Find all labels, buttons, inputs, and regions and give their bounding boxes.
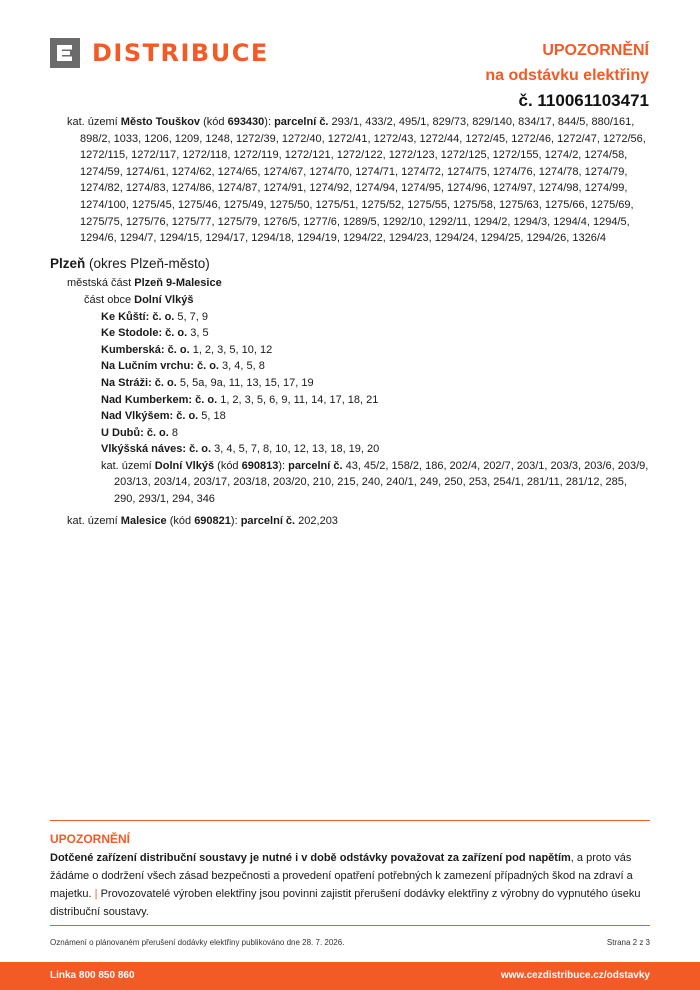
municipality-part: [84, 292, 650, 309]
street-row: [101, 309, 650, 326]
cadastral-code: 690821: [194, 514, 231, 527]
city-part-name: Plzeň 9-Malesice: [134, 277, 222, 290]
street-name: U Dubů:: [101, 426, 144, 439]
publication-note: Oznámení o plánovaném přerušení dodávky elektřiny publikováno dne 28. 7. 2026.: [50, 938, 345, 947]
cadastral-prefix: kat. území: [101, 459, 155, 472]
street-name: Kumberská:: [101, 343, 165, 356]
parcel-list: 43, 45/2, 158/2, 186, 202/4, 202/7, 203/1, 203/3, 203/6, 203/9, 203/13, 203/14, 203/17, 203/18, 203/20, 210, 215, 240, 240/1, 249, 250, 253, 254/1, 281/11, 281/12, 285, 290, 293/1, 294, 346: [114, 459, 649, 506]
cadastral-prefix: kat. území: [67, 116, 121, 128]
street-co-label: č. o.: [186, 443, 212, 456]
cadastral-prefix: kat. území: [67, 514, 121, 527]
code-close: ):: [264, 116, 275, 128]
street-row: [101, 342, 650, 359]
cadastral-touskov: [67, 114, 650, 247]
warning-section: [50, 820, 650, 921]
street-row: [101, 425, 650, 442]
city-heading: [50, 256, 650, 273]
street-name: Na Lučním vrchu:: [101, 360, 194, 373]
parcel-list: 202,203: [295, 514, 338, 527]
notice-subtitle: na odstávku elektřiny: [485, 67, 649, 84]
hotline-text: Linka 800 850 860: [50, 970, 135, 981]
page-number: Strana 2 z 3: [606, 938, 650, 947]
street-numbers: 3, 4, 5, 7, 8, 10, 12, 13, 18, 19, 20: [211, 443, 380, 456]
municipality-part-name: Dolní Vlkýš: [134, 293, 194, 306]
street-co-label: č. o.: [192, 393, 218, 406]
warning-title: UPOZORNĚNÍ: [50, 832, 131, 846]
street-co-label: č. o.: [151, 376, 177, 389]
street-co-label: č. o.: [143, 426, 169, 439]
street-row: [101, 358, 650, 375]
street-co-label: č. o.: [173, 410, 199, 423]
street-row: [101, 441, 650, 458]
notice-title: UPOZORNĚNÍ: [542, 42, 649, 59]
company-logo: [50, 38, 269, 68]
cadastral-name: Malesice: [120, 514, 167, 527]
cadastral-name: Město Touškov: [120, 116, 201, 128]
cadastral-code: 690813: [241, 459, 279, 472]
parcel-list: 293/1, 433/2, 495/1, 829/73, 829/140, 834/17, 844/5, 880/161, 898/2, 1033, 1206, 1209, 1248, 1272/39, 1272/40, 1272/41, 1272/43, 1272/44, 1272/45, 1272/46, 1272/47, 1272/56, 1272/115, 1272/117, 1272/118, 1272/119, 1272/121, 1272/122, 1272/123, 1272/125, 1272/155, 1274/2, 1274/58, 1274/59, 1274/61, 1274/62, 1274/65, 1274/67, 1274/70, 1274/71, 1274/72, 1274/75, 1274/76, 1274/78, 1274/79, 1274/82, 1274/83, 1274/86, 1274/87, 1274/91, 1274/92, 1274/94, 1274/95, 1274/96, 1274/97, 1274/98, 1274/99, 1274/100, 1275/45, 1275/46, 1275/49, 1275/50, 1275/51, 1275/52, 1275/55, 1275/58, 1275/63, 1275/66, 1275/69, 1275/75, 1275/76, 1275/77, 1275/79, 1276/5, 1277/6, 1289/5, 1292/10, 1292/11, 1294/2, 1294/3, 1294/4, 1294/5, 1294/6, 1294/7, 1294/15, 1294/17, 1294/18, 1294/19, 1294/22, 1294/23, 1294/24, 1294/25, 1294/26, 1326/4: [80, 116, 646, 245]
outage-area-list: [50, 114, 650, 529]
city-name: Plzeň: [50, 255, 86, 271]
website-link[interactable]: www.cezdistribuce.cz/odstavky: [500, 970, 650, 981]
street-numbers: 3, 5: [187, 327, 209, 340]
street-numbers: 8: [168, 426, 179, 439]
street-row: [101, 325, 650, 342]
street-numbers: 1, 2, 3, 5, 6, 9, 11, 14, 17, 18, 21: [217, 393, 379, 406]
warning-divider: [50, 925, 650, 926]
warning-separator: |: [91, 888, 101, 900]
parcel-label: parcelní č.: [274, 116, 329, 128]
street-co-label: č. o.: [149, 310, 175, 323]
code-open: (kód: [200, 116, 228, 128]
street-numbers: 5, 5a, 9a, 11, 13, 15, 17, 19: [176, 376, 314, 389]
notice-number: č. 110061103471: [518, 91, 649, 110]
municipality-part-label: část obce: [84, 293, 135, 306]
city-part-label: městská část: [67, 277, 135, 290]
warning-text: [50, 849, 650, 921]
street-row: [101, 408, 650, 425]
city-part: [67, 275, 650, 292]
code-open: (kód: [166, 514, 195, 527]
street-co-label: č. o.: [164, 343, 190, 356]
logo-text: DISTRIBUCE: [92, 39, 269, 67]
cadastral-name: Dolní Vlkýš: [154, 459, 215, 472]
footer-bar: [0, 962, 700, 990]
street-numbers: 5, 18: [198, 410, 226, 423]
cez-logo-icon: [50, 38, 80, 68]
street-name: Nad Kumberkem:: [101, 393, 193, 406]
parcel-label: parcelní č.: [240, 514, 296, 527]
cadastral-dolni-vlkys: [101, 458, 650, 508]
warning-bold-text: Dotčené zařízení distribuční soustavy je nutné i v době odstávky považovat za zařízení pod napětím: [50, 852, 571, 864]
cadastral-code: 693430: [227, 116, 265, 128]
parcel-label: parcelní č.: [288, 459, 343, 472]
code-close: ):: [230, 514, 241, 527]
street-co-label: č. o.: [162, 327, 188, 340]
street-name: Ke Stodole:: [101, 327, 163, 340]
notice-header: [485, 38, 649, 113]
street-row: [101, 392, 650, 409]
city-district: (okres Plzeň-město): [85, 255, 210, 271]
street-name: Vlkýšská náves:: [101, 443, 187, 456]
cadastral-malesice: [67, 513, 650, 530]
warning-text-2: Provozovatelé výroben elektřiny jsou povinni zajistit přerušení dodávky elektřiny z výrobny do vypnutého úseku distribuční soustavy.: [50, 888, 641, 918]
code-open: (kód: [214, 459, 242, 472]
street-co-label: č. o.: [193, 360, 219, 373]
street-numbers: 1, 2, 3, 5, 10, 12: [189, 343, 273, 356]
street-numbers: 5, 7, 9: [174, 310, 208, 323]
code-close: ):: [278, 459, 289, 472]
warning-text-1: , a proto vás žádáme o dodržení všech zásad bezpečnosti a provedení opatření potřebných k zamezení případných škod na zdraví a majetku.: [50, 852, 633, 900]
street-name: Nad Vlkýšem:: [101, 410, 174, 423]
street-row: [101, 375, 650, 392]
street-name: Na Stráži:: [101, 376, 152, 389]
street-numbers: 3, 4, 5, 8: [218, 360, 265, 373]
street-name: Ke Kůští:: [101, 310, 150, 323]
